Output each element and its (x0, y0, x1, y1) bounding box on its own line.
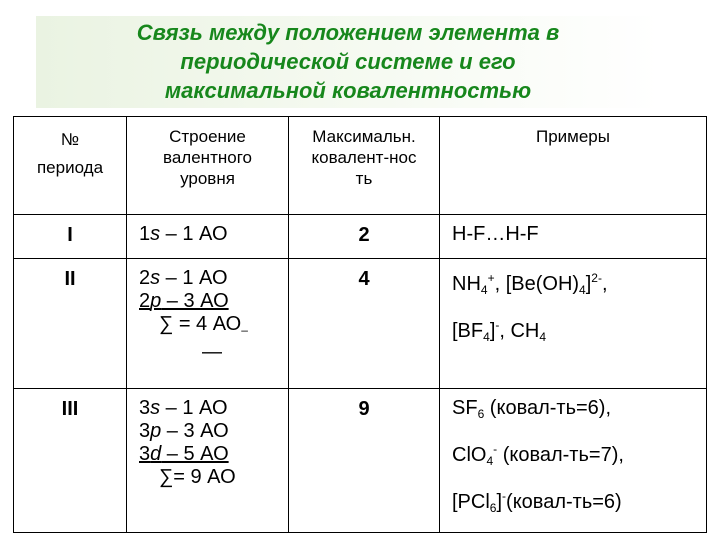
title-line-3: максимальной ковалентностью (164, 78, 532, 103)
header-examples: Примеры (440, 117, 707, 215)
title-line-2: периодической системе и его (180, 49, 516, 74)
header-structure: Строение валентного уровня (127, 117, 289, 215)
header-row (14, 117, 707, 215)
period-cell: II (14, 259, 127, 389)
header-period: № периода (14, 117, 127, 215)
slide-title (36, 18, 660, 105)
valence-cell: 2 (289, 215, 440, 259)
examples-cell: $SF_6$ (ковал-ть=6), ClO$_4$- (ковал-ть=7), [PCl$_6$]-(ковал-ть=6) (440, 389, 707, 533)
table-row (14, 389, 707, 533)
covalence-table (13, 116, 707, 533)
period-cell: I (14, 215, 127, 259)
structure-cell: 1s – 1 АО (127, 215, 289, 259)
examples-cell: $NH_4^+$, $[Be(OH)_4]^{2-}$, $[BF_4]^-$, $CH_4$ (440, 259, 707, 389)
table-row (14, 259, 707, 389)
structure-cell: 2s – 1 АО 2p – 3 АО ∑ = 4 $АО_-$ — (127, 259, 289, 389)
table-row (14, 215, 707, 259)
structure-cell: 3s – 1 АО 3p – 3 АО 3d – 5 АО ∑= 9 АО (127, 389, 289, 533)
valence-cell: 9 (289, 389, 440, 533)
header-max-covalence: Максимальн. ковалент-нос ть (289, 117, 440, 215)
title-line-1: Связь между положением элемента в (136, 20, 560, 45)
valence-cell: 4 (289, 259, 440, 389)
period-cell: III (14, 389, 127, 533)
examples-cell: H-F…H-F (440, 215, 707, 259)
